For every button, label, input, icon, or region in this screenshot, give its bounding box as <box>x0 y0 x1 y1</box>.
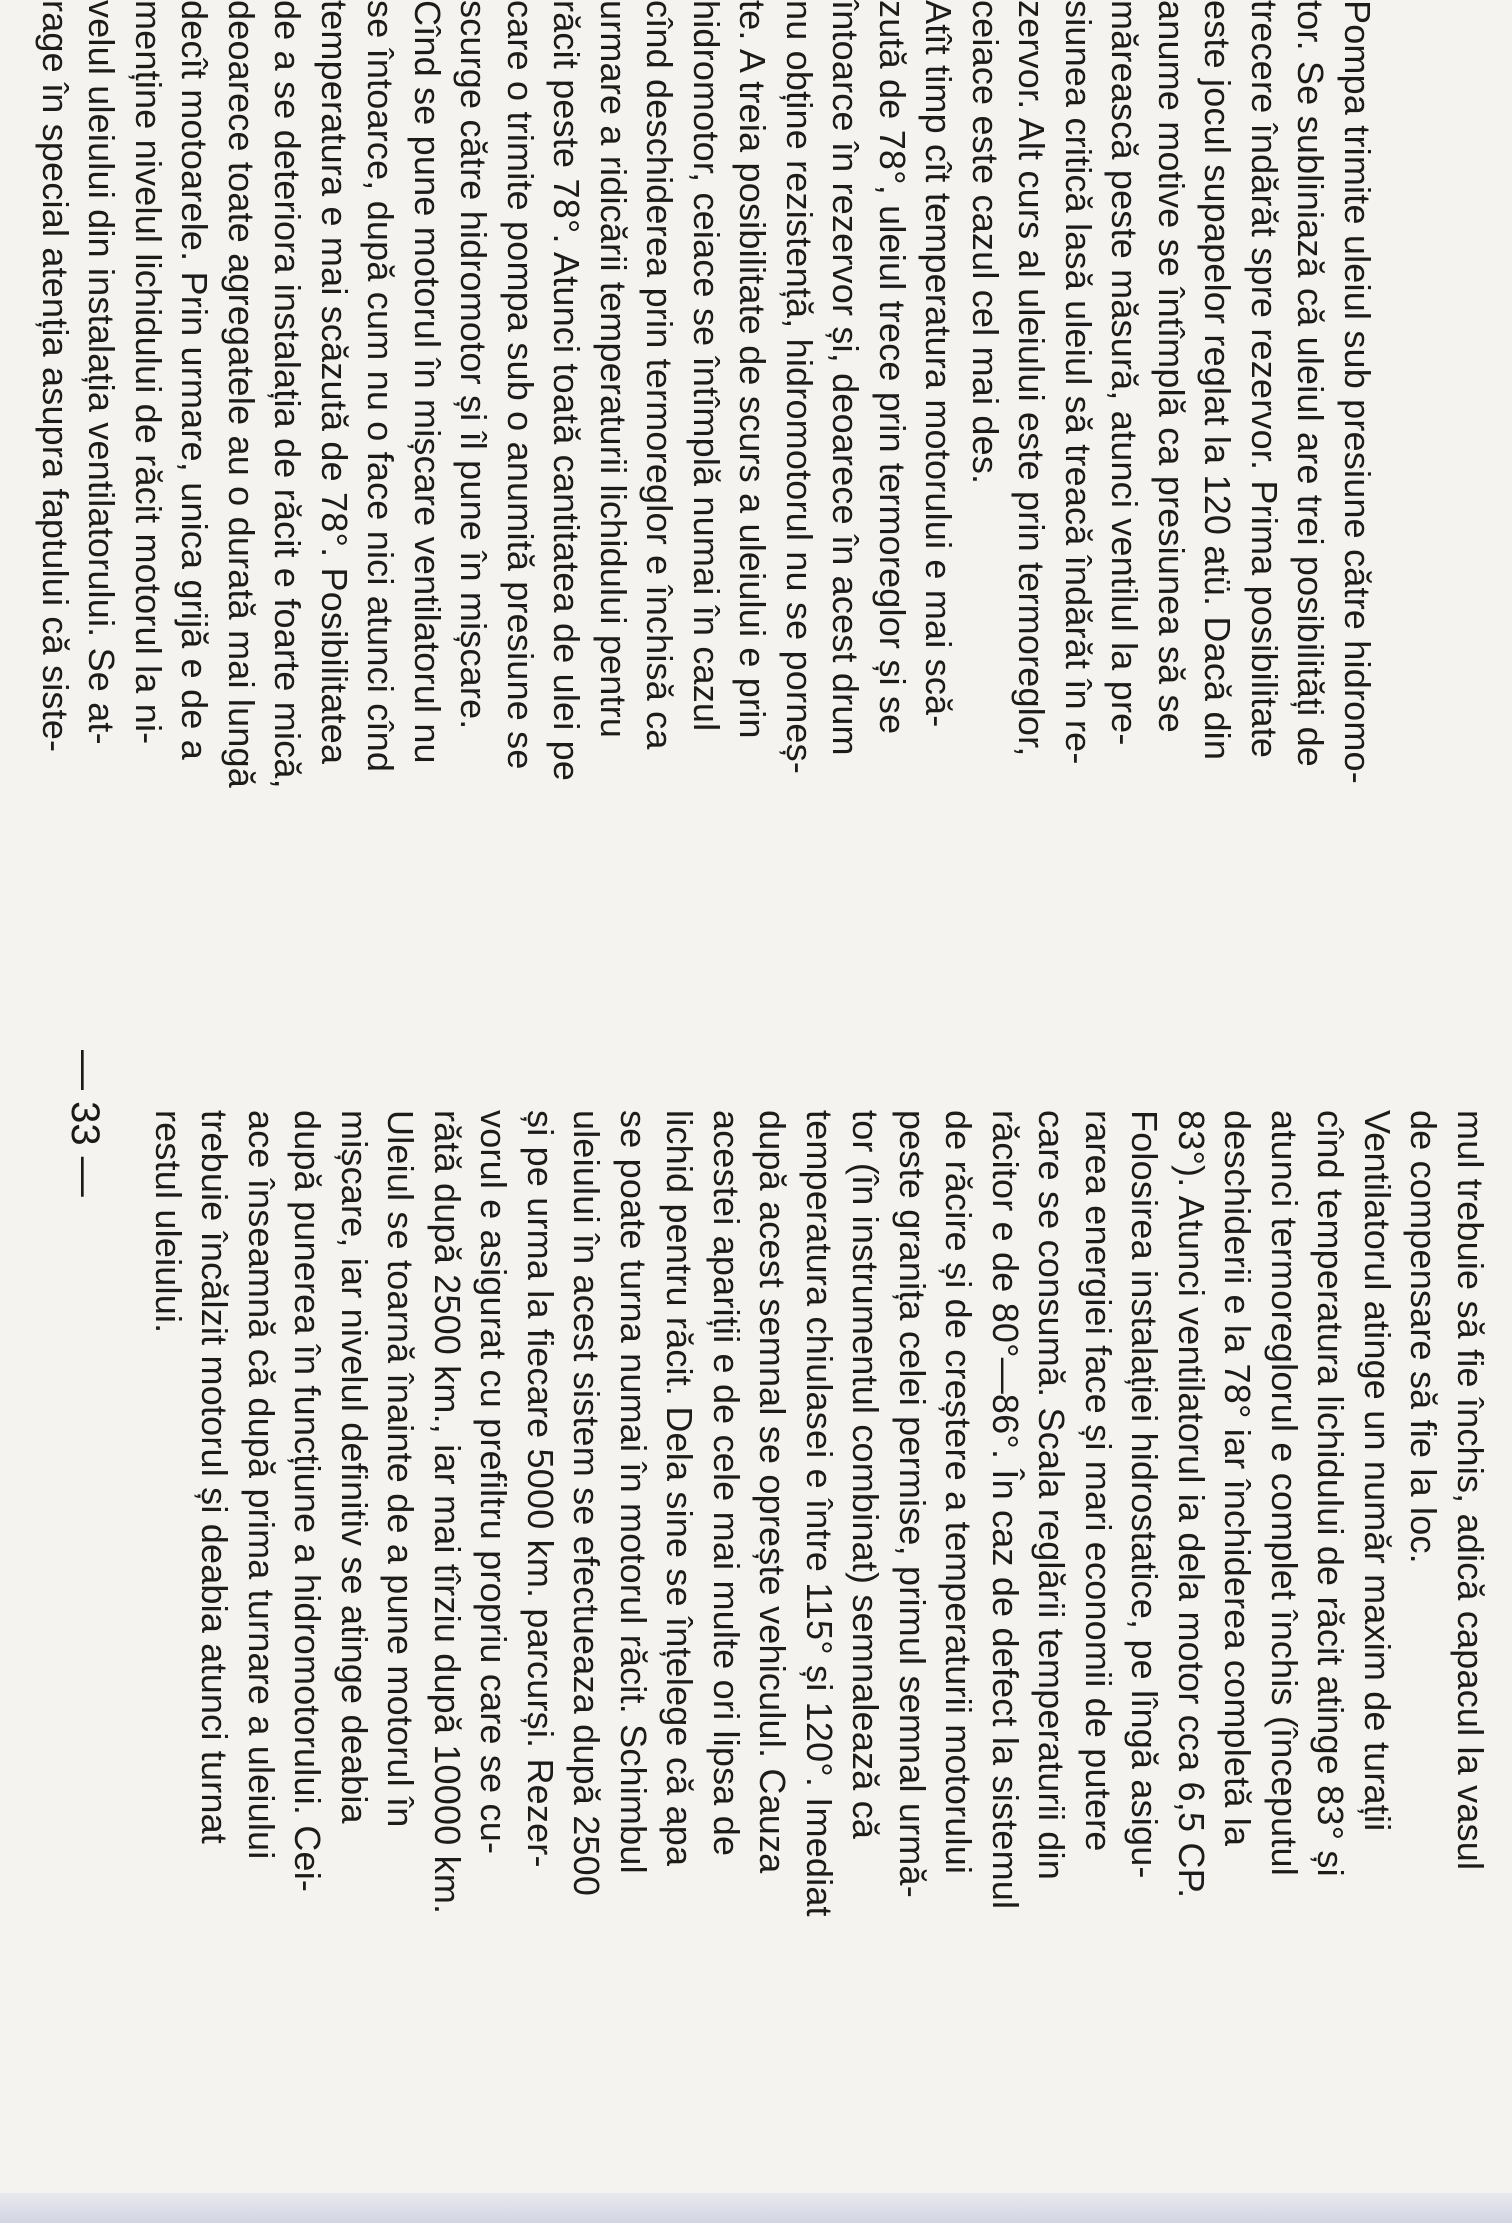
text-line: te. A treia posibilitate de scurs a uleiului e prin <box>732 0 774 739</box>
text-line: după punerea în funcțiune a hidromotorului. Cei- <box>287 1110 329 1893</box>
text-line: menține nivelul lichidului de răcit motorul la ni- <box>128 0 169 745</box>
text-line: cînd temperatura lichidului de răcit atinge 83° și <box>1310 1110 1352 1877</box>
text-line: care o trimite pompa sub o anumită presiune se <box>500 0 541 770</box>
text-line: acestei apariții e de cele mai multe ori lipsa de <box>706 1110 747 1857</box>
text-line: Pompa trimite uleiul sub presiune către hidromo- <box>1337 0 1378 784</box>
text-line: Cînd se pune motorul în mișcare ventilatorul nu <box>407 0 448 764</box>
text-line: urmare a ridicării temperaturii lichidului pentru <box>593 0 634 739</box>
text-line: restul uleiului. <box>148 1110 189 1334</box>
text-line: temperatura chiulasei e între 115° și 120°. Imediat <box>799 1110 840 1917</box>
text-line: trebuie încălzit motorul și deabia atunci turnat <box>194 1110 236 1844</box>
text-line: deoarece toate agregatele au o durată mai lungă <box>221 0 262 788</box>
text-line: răcit peste 78°. Atunci toată cantitatea de ulei pe <box>546 0 588 782</box>
text-line: siunea critică lasă uleiul să treacă îndărăt în re- <box>1058 0 1099 765</box>
text-line: și pe urma la fiecare 5000 km. parcurși. Rezer- <box>520 1110 561 1868</box>
text-line: nu obține rezistență, hidromotorul nu se porneș- <box>779 0 820 775</box>
text-line: vorul e asigurat cu prefiltru propriu care se cu- <box>473 1110 515 1855</box>
text-line: trecere îndărăt spre rezervor. Prima posibilitate <box>1244 0 1285 759</box>
text-line: peste granița celei permise, primul semnal urmă- <box>892 1110 933 1898</box>
text-line: este jocul supapelor reglat la 120 atü. Dacă din <box>1197 0 1239 761</box>
text-line: uleiului în acest sistem se efectueaza după 2500 <box>566 1110 608 1897</box>
text-line: lichid pentru răcit. Dela sine se înțelege că apa <box>659 1110 701 1867</box>
scanner-edge <box>0 2193 1512 2223</box>
text-line: mărească peste măsură, atunci ventilul la pre- <box>1104 0 1146 746</box>
text-line: întoarce în rezervor și, deoarece în acest drum <box>825 0 867 756</box>
text-line: scurge către hidromotor și îl pune în mișcare. <box>453 0 495 730</box>
text-line: de compensare să fie la loc. <box>1403 1110 1445 1564</box>
text-line: deschiderii e la 78° iar închiderea completă la <box>1217 1110 1259 1847</box>
text-column-left <box>0 0 1512 1040</box>
page-number: — 33 — <box>63 1050 107 1197</box>
text-line: răcitor e de 80°—86°. În caz de defect la sistemul <box>985 1110 1026 1910</box>
text-line: Ventilatorul atinge un număr maxim de turații <box>1357 1110 1398 1832</box>
text-line: se poate turna numai în motorul răcit. Schimbul <box>613 1110 654 1874</box>
text-line: tor. Se subliniază că uleiul are trei posibilități de <box>1290 0 1332 768</box>
text-line: mul trebuie să fie închis, adică capacul la vasul <box>1450 1110 1491 1871</box>
text-line: temperatura e mai scăzută de 78°. Posibilitatea <box>314 0 355 765</box>
text-line: de răcire și de creștere a temperaturii motorului <box>938 1110 980 1875</box>
text-line: Folosirea instalației hidrostatice, pe lîngă asigu- <box>1124 1110 1166 1879</box>
text-line: după acest semnal se oprește vehiculul. Cauza <box>752 1110 794 1874</box>
text-line: cînd deschiderea prin termoreglor e închisă ca <box>639 0 681 750</box>
text-line: de a se deteriora instalația de răcit e foarte mică, <box>267 0 309 789</box>
text-column-right <box>0 1110 1512 2150</box>
text-line: 83°). Atunci ventilatorul ia dela motor cca 6,5 CP. <box>1171 1110 1212 1899</box>
text-line: se întoarce, după cum nu o face nici atunci cînd <box>360 0 402 773</box>
text-line: ace înseamnă că după prima turnare a uleiului <box>241 1110 282 1860</box>
text-line: ceiace este cazul cel mai des. <box>965 0 1006 485</box>
text-line: velul uleiului din instalația ventilatorului. Se at- <box>81 0 123 745</box>
text-line: care se consumă. Scala reglării temperaturii din <box>1031 1110 1073 1880</box>
text-line: zută de 78°, uleiul trece prin termoreglor și se <box>872 0 913 735</box>
text-line: anume motive se întîmplă ca presiunea să se <box>1151 0 1192 733</box>
text-line: decît motoarele. Prin urmare, unica grijă e de a <box>174 0 216 760</box>
text-line: rarea energiei face și mari economii de putere <box>1078 1110 1119 1852</box>
text-line: mișcare, iar nivelul definitiv se atinge deabia <box>334 1110 375 1824</box>
text-line: rage în special atenția asupra faptului că siste- <box>35 0 76 753</box>
text-line: tor (în instrumentul combinat) semnalează că <box>845 1110 887 1840</box>
text-line: zervor. Alt curs al uleiului este prin termoreglor, <box>1011 0 1053 757</box>
text-line: Atît timp cît temperatura motorului e mai scă- <box>918 0 960 728</box>
text-line: rătă după 2500 km., iar mai tîrziu după 10000 km. <box>427 1110 468 1915</box>
text-line: Uleiul se toarnă înainte de a pune motorul în <box>380 1110 422 1828</box>
text-line: hidromotor, ceiace se întîmplă numai în cazul <box>686 0 727 732</box>
text-line: atunci termoreglorul e complet închis (începutul <box>1264 1110 1305 1876</box>
